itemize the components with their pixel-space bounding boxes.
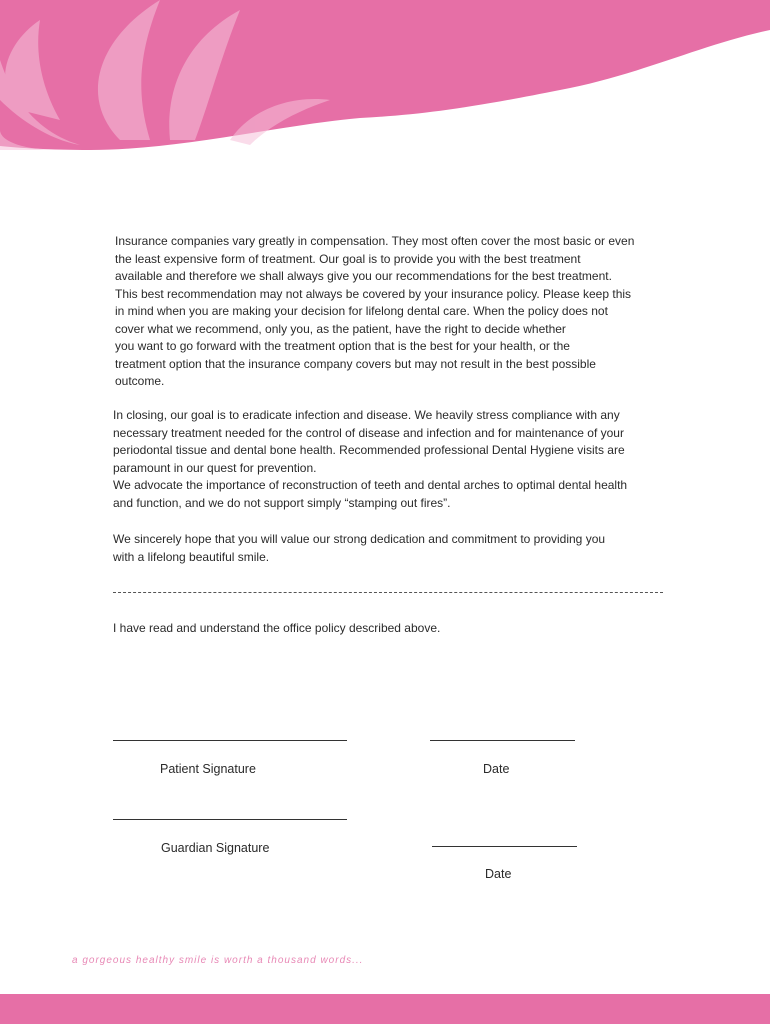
text-line: We advocate the importance of reconstruction of teeth and dental arches to optimal dental health [113, 478, 628, 492]
text-line: available and therefore we shall always give you our recommendations for the best treatment. [115, 269, 612, 283]
date-label-1: Date [483, 762, 510, 776]
text-line: necessary treatment needed for the control of disease and infection and for maintenance of your [113, 425, 624, 440]
text-line: periodontal tissue and dental bone health. Recommended professional Dental Hygiene visits are [113, 443, 625, 457]
text-line: Insurance companies vary greatly in compensation. They most often cover the most basic or even [115, 234, 635, 248]
text-line: with a lifelong beautiful smile. [113, 549, 270, 564]
footer-tagline: a gorgeous healthy smile is worth a thousand words... [72, 955, 364, 966]
date-line-1[interactable] [430, 740, 575, 741]
text-line: in mind when you are making your decision for lifelong dental care. When the policy does not [115, 304, 608, 318]
text-line: treatment option that the insurance company covers but may not result in the best possible [115, 356, 596, 371]
footer-bar [0, 994, 770, 1024]
text-line: you want to go forward with the treatment option that is the best for your health, or the [115, 339, 570, 353]
text-line: In closing, our goal is to eradicate infection and disease. We heavily stress compliance with any [113, 408, 620, 422]
paragraph-closing [113, 407, 627, 512]
acknowledgement-text: I have read and understand the office policy described above. [113, 621, 441, 635]
patient-signature-label: Patient Signature [160, 762, 256, 776]
guardian-signature-label: Guardian Signature [161, 841, 270, 855]
paragraph-insurance [115, 233, 634, 391]
guardian-signature-line[interactable] [113, 819, 347, 820]
section-divider [113, 592, 663, 593]
text-line: and function, and we do not support simply “stamping out fires”. [113, 495, 451, 510]
text-line: We sincerely hope that you will value our strong dedication and commitment to providing you [113, 532, 606, 546]
text-line: This best recommendation may not always be covered by your insurance policy. Please keep this [115, 286, 632, 301]
date-label-2: Date [485, 867, 512, 881]
text-line: paramount in our quest for prevention. [113, 460, 317, 475]
header-banner [0, 0, 770, 160]
text-line: the least expensive form of treatment. Our goal is to provide you with the best treatment [115, 251, 581, 266]
date-line-2[interactable] [432, 846, 577, 847]
text-line: cover what we recommend, only you, as the patient, have the right to decide whether [115, 321, 566, 336]
text-line: outcome. [115, 374, 165, 388]
paragraph-dedication [113, 531, 605, 566]
patient-signature-line[interactable] [113, 740, 347, 741]
